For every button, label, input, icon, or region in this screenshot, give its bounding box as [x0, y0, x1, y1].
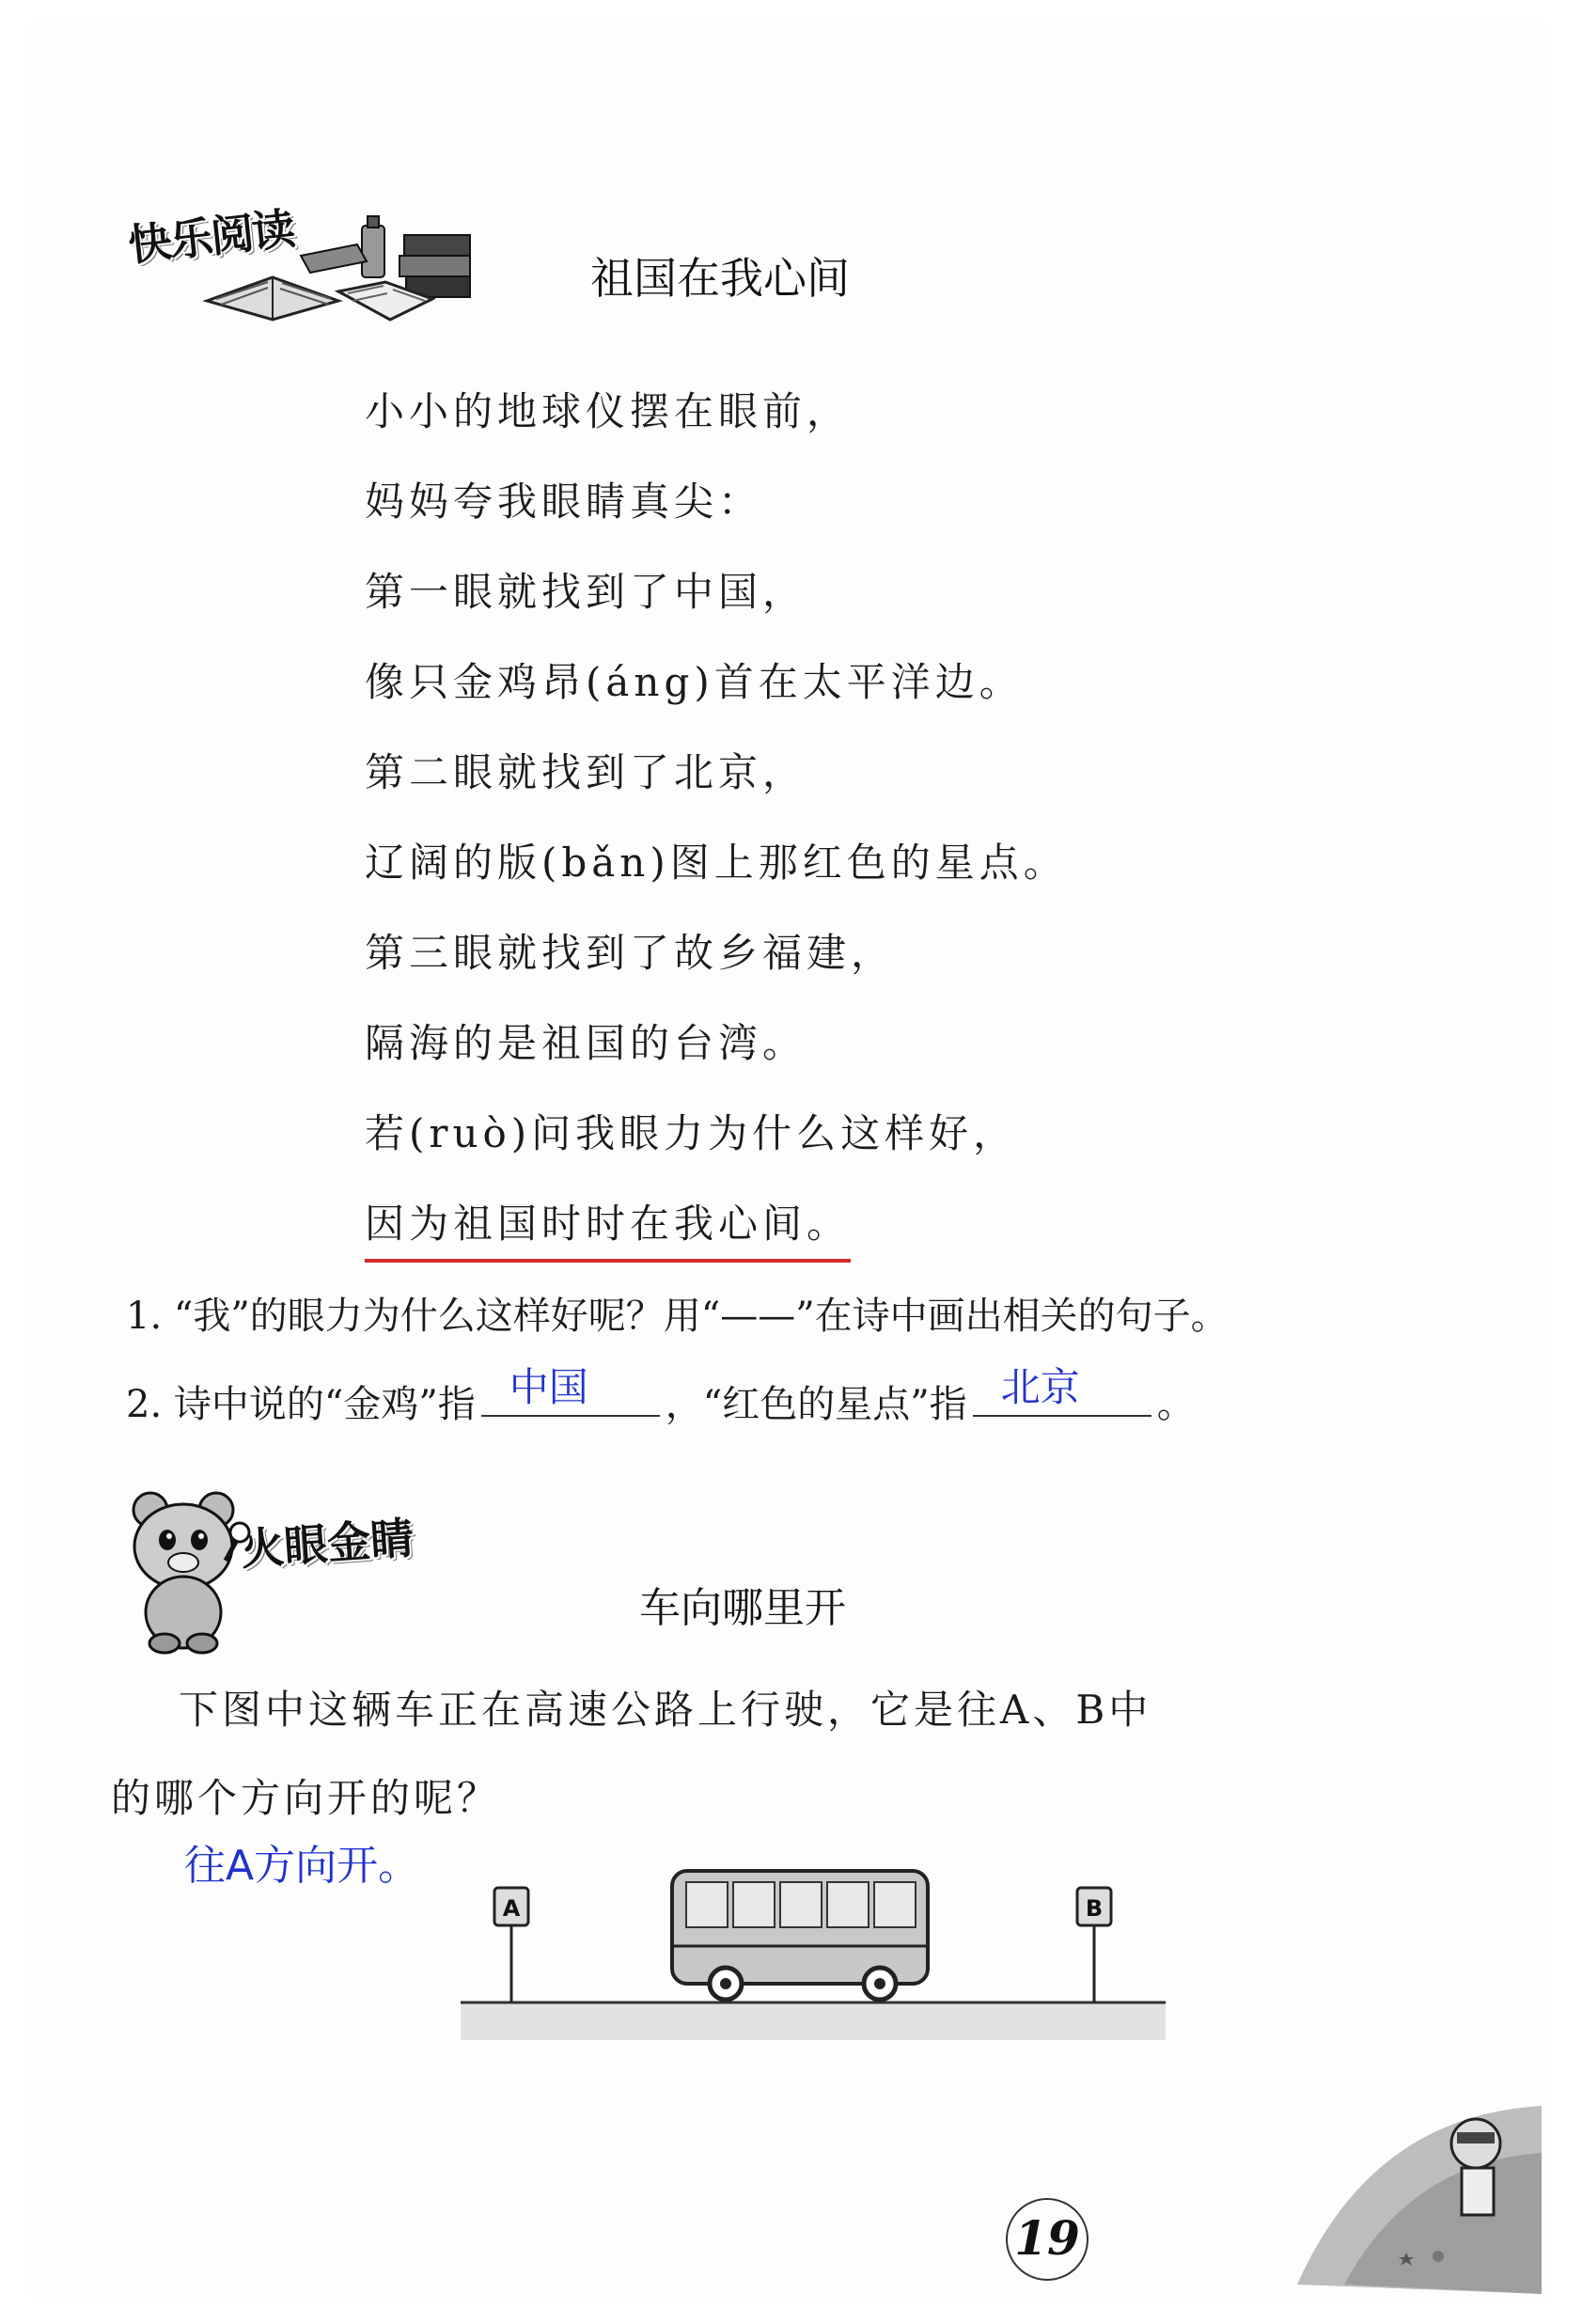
poem-line: 小小的地球仪摆在眼前，	[365, 388, 852, 434]
section-title: 车向哪里开	[639, 1584, 846, 1632]
sign-a	[494, 1888, 528, 2002]
question-prompt	[111, 1666, 1429, 1843]
poem-line: 像只金鸡昂(áng)首在太平洋边。	[365, 659, 1024, 705]
reading-section-badge	[122, 188, 479, 329]
bus-road-illustration	[461, 1861, 1175, 2049]
underlined-answer-sentence: 因为祖国时时在我心间。	[365, 1193, 851, 1263]
bus	[672, 1871, 928, 2000]
decorative-corner-icon	[1260, 2078, 1542, 2294]
poem-line: 妈妈夸我眼睛真尖：	[365, 479, 763, 525]
answer-blank-1[interactable]	[481, 1364, 660, 1417]
poem-line-underlined	[365, 1193, 1068, 1283]
poem	[365, 381, 1068, 1283]
poem-line: 若(ruò)问我眼力为什么这样好，	[365, 1110, 1018, 1156]
page-number: 19	[1006, 2198, 1089, 2281]
bear-icon	[122, 1476, 254, 1655]
poem-line: 第三眼就找到了故乡福建，	[365, 930, 896, 976]
question-1: 1. “我”的眼力为什么这样好呢？用“——”在诗中画出相关的句子。	[126, 1295, 1229, 1338]
handwritten-answer: 往A方向开。	[184, 1842, 420, 1890]
observation-section-badge	[122, 1476, 479, 1655]
prompt-line-2: 的哪个方向开的呢？	[111, 1775, 501, 1821]
reading-section-label: 快乐阅读	[125, 202, 296, 272]
question-2-end: 。	[1156, 1383, 1195, 1426]
observation-section-label: 火眼金睛	[239, 1512, 415, 1576]
answer-1: 中国	[509, 1364, 588, 1410]
poem-line: 第二眼就找到了北京，	[365, 749, 807, 795]
sign-b	[1077, 1888, 1111, 2002]
answer-2: 北京	[1000, 1364, 1080, 1410]
sign-a-label: A	[502, 1895, 521, 1922]
question-2	[126, 1364, 1195, 1428]
question-2-text: 2. 诗中说的“金鸡”指	[126, 1383, 476, 1426]
poem-title: 祖国在我心间	[590, 253, 850, 304]
prompt-line-1: 下图中这辆车正在高速公路上行驶，它是往A、B中	[179, 1687, 1152, 1733]
answer-blank-2[interactable]	[973, 1364, 1151, 1417]
poem-line: 第一眼就找到了中国，	[365, 569, 807, 615]
poem-line: 辽阔的版(bǎn)图上那红色的星点。	[365, 840, 1068, 886]
question-2-text-middle: ，“红色的星点”指	[665, 1383, 967, 1426]
sign-b-label: B	[1085, 1895, 1104, 1922]
poem-line: 隔海的是祖国的台湾。	[365, 1020, 807, 1066]
